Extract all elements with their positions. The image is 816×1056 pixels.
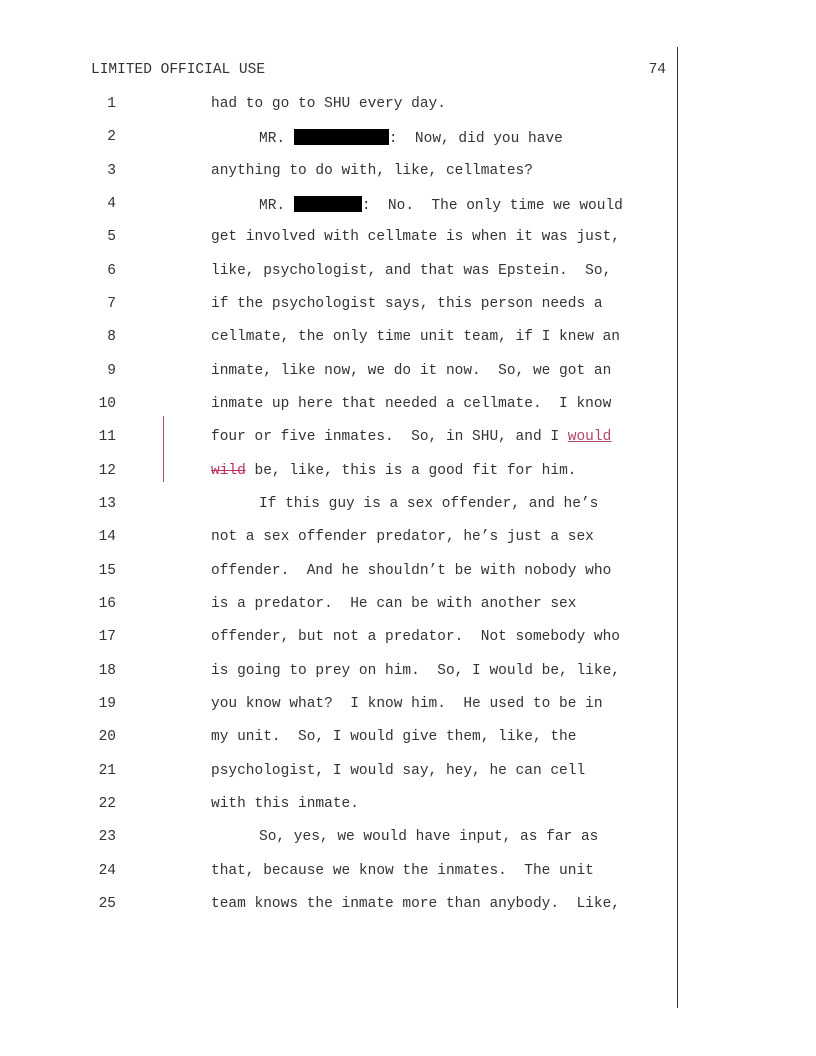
line-number: 2 [107,129,116,145]
transcript-line [0,163,816,185]
transcript-line [0,763,816,785]
line-text: team knows the inmate more than anybody. Like, [211,896,620,912]
line-number: 6 [107,263,116,279]
line-number: 5 [107,229,116,245]
transcript-line [0,829,816,851]
line-text [211,429,611,446]
line-number: 1 [107,96,116,112]
line-text: that, because we know the inmates. The unit [211,863,594,879]
line-number: 10 [98,396,116,412]
speaker-statement: : No. The only time we would [361,198,623,214]
line-number: 8 [107,329,116,345]
page-number: 74 [648,62,666,78]
paragraph-text: So, yes, we would have input, as far as [259,829,599,845]
transcript-line [0,96,816,118]
line-text: get involved with cellmate is when it was just, [211,229,620,245]
line-text: is going to prey on him. So, I would be, like, [211,663,620,679]
deleted-text: wild [211,463,246,479]
transcript-line [0,896,816,918]
line-text-segment: be, like, this is a good fit for him. [245,463,577,479]
line-number: 12 [98,463,116,479]
line-number: 9 [107,363,116,379]
transcript-line [0,696,816,718]
inserted-text: would [567,429,612,445]
classification-header: LIMITED OFFICIAL USE [91,62,266,78]
transcript-line [0,729,816,751]
line-number: 15 [98,563,116,579]
speaker-statement: : Now, did you have [388,131,563,147]
transcript-line [0,496,816,518]
line-text: like, psychologist, and that was Epstein. So, [211,263,612,279]
transcript-line [0,263,816,285]
paragraph-text: If this guy is a sex offender, and he’s [259,496,599,512]
speaker-prefix: MR. [259,131,286,147]
line-number: 14 [98,529,116,545]
line-text: had to go to SHU every day. [211,96,446,112]
transcript-line [0,463,816,485]
line-text [211,129,563,148]
transcript-line [0,529,816,551]
line-text: is a predator. He can be with another sex [211,596,577,612]
redacted-name [294,196,362,212]
speaker-prefix: MR. [259,198,286,214]
line-text [211,196,623,215]
line-text [211,496,598,513]
line-number: 19 [98,696,116,712]
line-text: you know what? I know him. He used to be in [211,696,603,712]
line-text-segment: four or five inmates. So, in SHU, and I [211,429,568,445]
transcript-line [0,429,816,451]
line-text: inmate up here that needed a cellmate. I know [211,396,612,412]
transcript-line [0,663,816,685]
line-text: inmate, like now, we do it now. So, we got an [211,363,612,379]
line-text: my unit. So, I would give them, like, the [211,729,577,745]
line-text: anything to do with, like, cellmates? [211,163,533,179]
transcript-line [0,563,816,585]
line-text: if the psychologist says, this person needs a [211,296,603,312]
line-number: 21 [98,763,116,779]
transcript-line [0,796,816,818]
line-text: offender. And he shouldn’t be with nobody who [211,563,612,579]
transcript-line [0,863,816,885]
line-text [211,463,576,480]
line-number: 17 [98,629,116,645]
line-number: 20 [98,729,116,745]
transcript-line [0,596,816,618]
transcript-line [0,196,816,218]
transcript-line [0,296,816,318]
line-number: 11 [98,429,116,445]
transcript-line [0,629,816,651]
line-text: with this inmate. [211,796,359,812]
line-text: psychologist, I would say, hey, he can cell [211,763,586,779]
line-number: 13 [98,496,116,512]
transcript-line [0,329,816,351]
line-text: not a sex offender predator, he’s just a sex [211,529,594,545]
line-number: 16 [98,596,116,612]
transcript-line [0,363,816,385]
transcript-line [0,129,816,151]
line-number: 7 [107,296,116,312]
line-number: 3 [107,163,116,179]
transcript-line [0,229,816,251]
line-text: offender, but not a predator. Not somebody who [211,629,620,645]
line-number: 23 [98,829,116,845]
line-number: 24 [98,863,116,879]
line-number: 25 [98,896,116,912]
redacted-name [294,129,389,145]
transcript-line [0,396,816,418]
line-text [211,829,598,846]
line-number: 18 [98,663,116,679]
line-number: 22 [98,796,116,812]
line-number: 4 [107,196,116,212]
line-text: cellmate, the only time unit team, if I knew an [211,329,620,345]
